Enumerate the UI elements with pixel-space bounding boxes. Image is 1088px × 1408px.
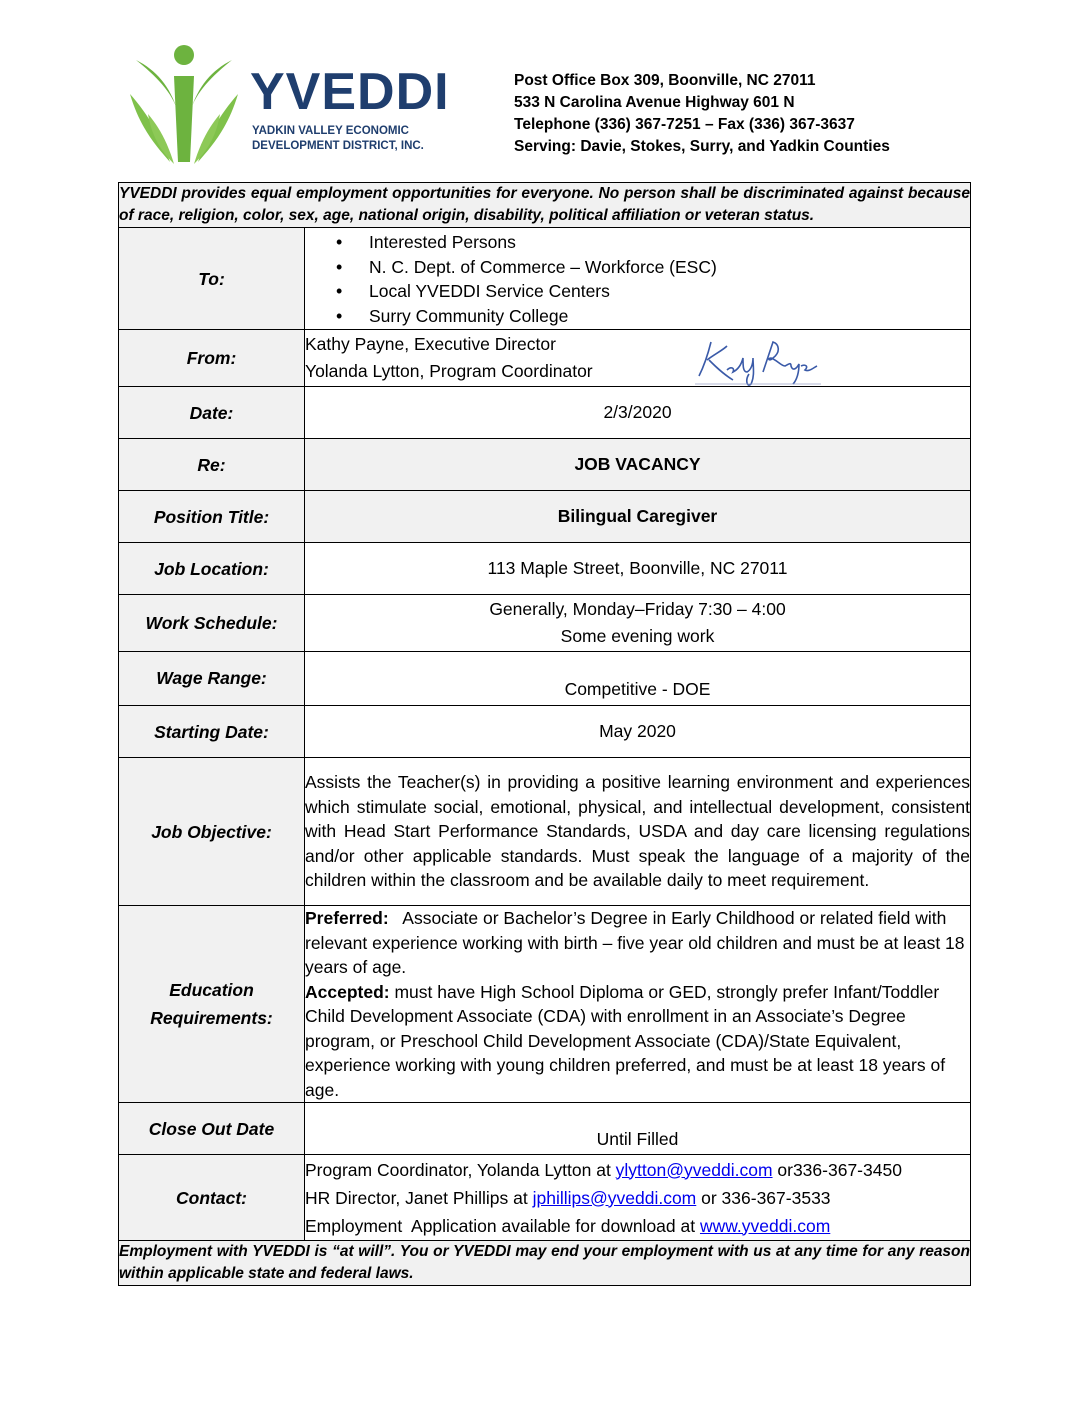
work-schedule-line1: Generally, Monday–Friday 7:30 – 4:00 (489, 599, 786, 619)
to-value (305, 228, 971, 330)
starting-date-value: May 2020 (305, 706, 971, 758)
from-line-coordinator: Yolanda Lytton, Program Coordinator (305, 361, 593, 381)
recipient-item: • Surry Community College (305, 304, 970, 329)
to-label: To: (119, 228, 305, 330)
contact-hr-text: HR Director, Janet Phillips at (305, 1187, 533, 1208)
row-contact (119, 1155, 971, 1241)
recipient-item: • Local YVEDDI Service Centers (305, 279, 970, 304)
row-close-out-date (119, 1103, 971, 1155)
close-out-date-value: Until Filled (305, 1103, 971, 1155)
date-value: 2/3/2020 (305, 387, 971, 439)
education-label-line2: Requirements: (150, 1008, 273, 1028)
contact-line-coordinator (305, 1156, 970, 1184)
close-out-date-label: Close Out Date (119, 1103, 305, 1155)
education-preferred (305, 906, 970, 980)
accepted-text: must have High School Diploma or GED, strongly prefer Infant/Toddler Child Development Associate (CDA) with enrollment in an Associate’s Degree program, or Preschool Child Development Associate (CDA)/State Equivalent, experience working with young children preferred, and must be at least 18 years of age. (305, 981, 946, 1100)
row-from (119, 330, 971, 387)
preferred-label: Preferred: (305, 908, 389, 928)
application-text: Employment Application available for download at (305, 1215, 700, 1236)
address-line-po-box: Post Office Box 309, Boonville, NC 27011 (514, 72, 816, 89)
job-objective-label: Job Objective: (119, 758, 305, 906)
job-objective-value: Assists the Teacher(s) in providing a positive learning environment and experiences which stimulate social, emotional, physical, and intellectual development, consistent with Head Start Performance Standards, USDA and day care licensing regulations and/or other applicable standards. Must speak the language of a majority of the children within the classroom and be available daily to meet requirement. (305, 758, 971, 906)
signature-image (693, 336, 823, 388)
row-starting-date (119, 706, 971, 758)
education-label-line1: Education (169, 980, 254, 1000)
recipient-list (305, 228, 970, 329)
contact-label: Contact: (119, 1155, 305, 1241)
date-label: Date: (119, 387, 305, 439)
row-at-will (119, 1241, 971, 1286)
logo-subtitle (252, 124, 424, 154)
job-location-label: Job Location: (119, 543, 305, 595)
row-re (119, 439, 971, 491)
job-location-value: 113 Maple Street, Boonville, NC 27011 (305, 543, 971, 595)
contact-hr-phone: or 336-367-3533 (696, 1187, 831, 1208)
contact-coordinator-text: Program Coordinator, Yolanda Lytton at (305, 1159, 616, 1180)
equal-opportunity-notice: YVEDDI provides equal employment opportunities for everyone. No person shall be discriminated against because of race, religion, color, sex, age, national origin, disability, political affiliation or veteran status. (119, 183, 971, 228)
wage-range-value: Competitive - DOE (305, 652, 971, 706)
row-education (119, 906, 971, 1103)
logo-leaf-mark (126, 42, 250, 166)
recipient-item: • N. C. Dept. of Commerce – Workforce (ESC) (305, 255, 970, 280)
work-schedule-line2: Some evening work (560, 626, 715, 646)
address-line-counties: Serving: Davie, Stokes, Surry, and Yadkin Counties (514, 138, 890, 155)
starting-date-label: Starting Date: (119, 706, 305, 758)
accepted-label: Accepted: (305, 981, 390, 1002)
row-position-title (119, 491, 971, 543)
row-wage-range (119, 652, 971, 706)
re-label: Re: (119, 439, 305, 491)
row-to (119, 228, 971, 330)
logo-wordmark: YVEDDI (250, 63, 450, 121)
yveddi-logo (126, 42, 456, 166)
position-title-value: Bilingual Caregiver (305, 491, 971, 543)
job-posting-table (118, 182, 971, 1286)
row-equal-opportunity (119, 183, 971, 228)
from-label: From: (119, 330, 305, 387)
hr-email-link[interactable]: jphillips@yveddi.com (532, 1187, 697, 1208)
education-value (305, 906, 971, 1103)
contact-coordinator-phone: or336-367-3450 (772, 1159, 902, 1180)
logo-subtitle-line1: YADKIN VALLEY ECONOMIC (252, 125, 409, 137)
recipient-item: • Interested Persons (305, 230, 970, 255)
work-schedule-value (305, 595, 971, 652)
position-title-label: Position Title: (119, 491, 305, 543)
row-job-location (119, 543, 971, 595)
education-label (119, 906, 305, 1103)
from-value (305, 330, 971, 387)
work-schedule-label: Work Schedule: (119, 595, 305, 652)
re-value: JOB VACANCY (305, 439, 971, 491)
address-line-street: 533 N Carolina Avenue Highway 601 N (514, 94, 795, 111)
at-will-notice: Employment with YVEDDI is “at will”. You or YVEDDI may end your employment with us at any time for any reason within applicable state and federal laws. (119, 1241, 971, 1286)
logo-subtitle-line2: DEVELOPMENT DISTRICT, INC. (252, 140, 424, 152)
wage-range-label: Wage Range: (119, 652, 305, 706)
row-work-schedule (119, 595, 971, 652)
address-line-phone: Telephone (336) 367-7251 – Fax (336) 367-3637 (514, 116, 855, 133)
row-job-objective (119, 758, 971, 906)
preferred-text: Associate or Bachelor’s Degree in Early Childhood or related field with relevant experience working with birth – five year old children and must be at least 18 years of age. (305, 908, 970, 977)
organization-address (514, 70, 890, 158)
contact-line-hr (305, 1184, 970, 1212)
website-link[interactable]: www.yveddi.com (699, 1215, 831, 1236)
contact-value (305, 1155, 971, 1241)
coordinator-email-link[interactable]: ylytton@yveddi.com (615, 1159, 773, 1180)
education-accepted (305, 980, 970, 1103)
from-line-director: Kathy Payne, Executive Director (305, 334, 556, 354)
row-date (119, 387, 971, 439)
contact-line-application (305, 1212, 970, 1240)
